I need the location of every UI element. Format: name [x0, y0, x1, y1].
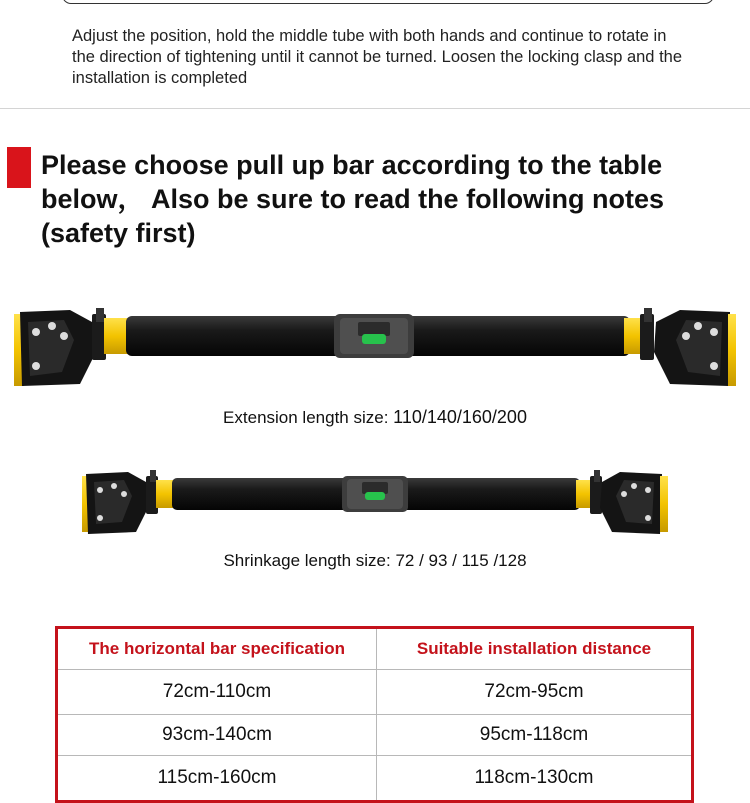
table-row [57, 670, 693, 715]
table-cell: 118cm-130cm [377, 756, 693, 802]
extension-label: Extension length size: [223, 408, 394, 427]
shrunken-bar-image [80, 466, 670, 538]
specification-table [55, 626, 694, 803]
table-cell: 93cm-140cm [57, 715, 377, 756]
heading-accent-block [7, 147, 31, 188]
table-cell: 95cm-118cm [377, 715, 693, 756]
section-heading: Please choose pull up bar according to the table below， Also be sure to read the following notes (safety first) [41, 150, 665, 248]
table-cell: 115cm-160cm [57, 756, 377, 802]
section-divider [0, 108, 750, 109]
table-header-row [57, 628, 693, 670]
shrinkage-caption: Shrinkage length size: 72 / 93 / 115 /128 [223, 551, 527, 570]
left-end-cap [14, 308, 106, 386]
top-frame-edge [62, 0, 714, 4]
extended-bar-image [0, 292, 750, 396]
table-row [57, 715, 693, 756]
table-cell: 72cm-110cm [57, 670, 377, 715]
extension-values: 110/140/160/200 [393, 407, 527, 427]
table-cell: 72cm-95cm [377, 670, 693, 715]
right-end-cap [640, 308, 736, 386]
installation-instruction: Adjust the position, hold the middle tube with both hands and continue to rotate in the direction of tightening until it cannot be turned. Loosen the locking clasp and the installation is completed [72, 27, 683, 87]
extension-caption [0, 407, 750, 428]
header-installation-distance: Suitable installation distance [377, 628, 693, 670]
header-bar-specification: The horizontal bar specification [57, 628, 377, 670]
table-row [57, 756, 693, 802]
